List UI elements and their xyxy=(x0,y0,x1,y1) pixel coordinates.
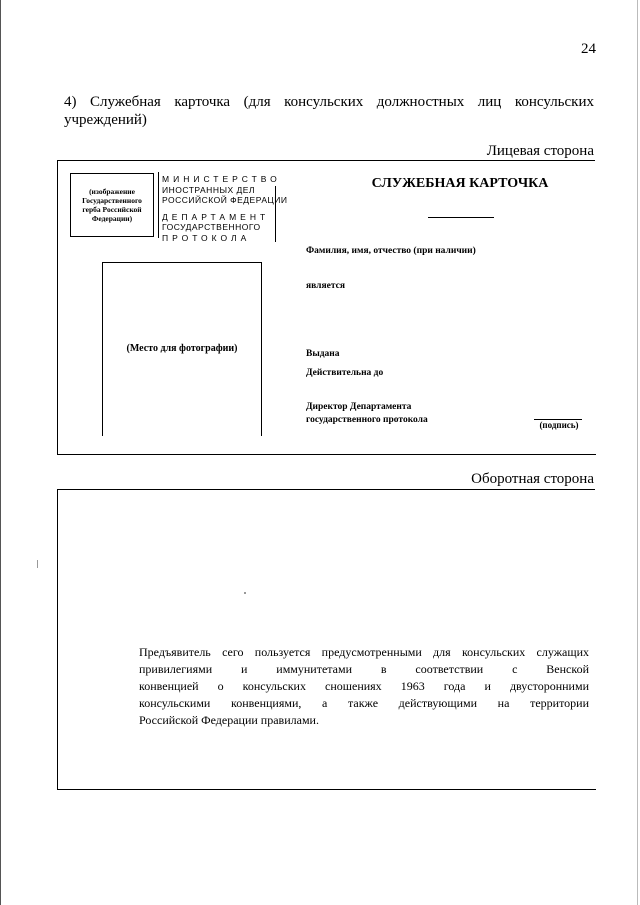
field-full-name: Фамилия, имя, отчество (при наличии) xyxy=(306,246,476,256)
back-line-1: Предъявитель сего пользуется предусмотренными для консульских служащих xyxy=(139,645,589,659)
department-line-3: ПРОТОКОЛА xyxy=(162,232,251,243)
ministry-line-3: РОССИЙСКОЙ ФЕДЕРАЦИИ xyxy=(162,195,288,205)
ministry-line-1: МИНИСТЕРСТВО xyxy=(162,174,281,184)
signature-label: (подпись) xyxy=(539,420,579,430)
field-director-line-1: Директор Департамента xyxy=(306,402,412,412)
section-heading-line-1: 4) Служебная карточка (для консульских должностных лиц консульских xyxy=(64,94,594,110)
department-line-1: ДЕПАРТАМЕНТ xyxy=(162,211,270,222)
ministry-block xyxy=(162,174,288,243)
page-right-edge xyxy=(637,0,638,905)
field-director-line-2: государственного протокола xyxy=(306,415,428,425)
back-line-2: привилегиями и иммунитетами в соответствии с Венской xyxy=(139,662,589,676)
photo-placeholder-label: (Место для фотографии) xyxy=(126,343,238,354)
card-title: СЛУЖЕБНАЯ КАРТОЧКА xyxy=(371,176,549,191)
ministry-divider-left xyxy=(158,172,159,238)
back-paragraph xyxy=(139,644,589,729)
card-title-underline xyxy=(428,217,494,218)
front-side-label: Лицевая сторона xyxy=(486,143,594,159)
scan-edge-mark xyxy=(37,560,38,568)
back-side-label: Оборотная сторона xyxy=(471,471,594,487)
coat-of-arms-text: (изображение Государственного герба Российской Федерации) xyxy=(82,187,142,223)
department-line-2: ГОСУДАРСТВЕННОГО xyxy=(162,222,261,232)
field-is: является xyxy=(306,281,345,291)
back-line-4: консульскими конвенциями, а также действующими на территории xyxy=(139,696,589,710)
back-line-5: Российской Федерации правилами. xyxy=(139,713,319,727)
page-left-edge xyxy=(0,0,1,905)
ministry-line-2: ИНОСТРАННЫХ ДЕЛ xyxy=(162,184,256,195)
ministry-divider-right xyxy=(275,186,276,242)
field-issued: Выдана xyxy=(306,349,340,359)
section-heading-line-2: учреждений) xyxy=(64,112,147,128)
coat-of-arms-placeholder xyxy=(70,173,154,237)
section-heading xyxy=(64,93,594,129)
card-back xyxy=(57,489,596,790)
field-valid-until: Действительна до xyxy=(306,368,384,378)
page-number: 24 xyxy=(581,41,596,57)
scan-speck xyxy=(244,592,246,594)
back-line-3: конвенцией о консульских сношениях 1963 года и двусторонними xyxy=(139,679,589,693)
